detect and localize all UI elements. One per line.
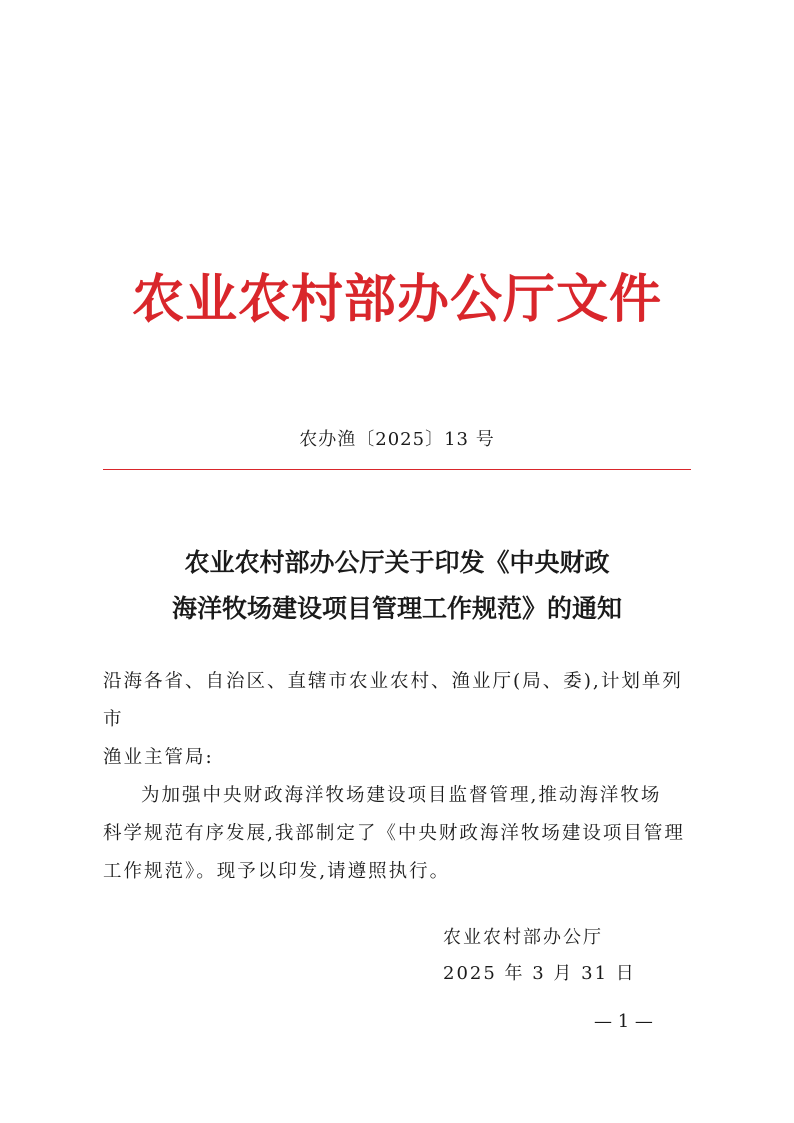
signature-date: 2025 年 3 月 31 日	[443, 963, 636, 984]
document-number: 农办渔〔2025〕13 号	[299, 429, 495, 450]
addressee-line: 沿海各省、自治区、直辖市农业农村、渔业厅(局、委),计划单列市	[103, 671, 683, 730]
body-paragraph-line: 工作规范》。现予以印发,请遵照执行。	[103, 861, 451, 882]
page-number: — 1 —	[594, 1011, 653, 1032]
signature-organization: 农业农村部办公厅	[443, 927, 603, 948]
notice-title	[0, 540, 794, 632]
red-divider-line	[103, 469, 691, 470]
notice-title-line: 海洋牧场建设项目管理工作规范》的通知	[171, 594, 622, 623]
signature-block	[443, 920, 636, 992]
document-header-title: 农业农村部办公厅文件	[131, 269, 662, 330]
notice-title-line: 农业农村部办公厅关于印发《中央财政	[184, 548, 610, 577]
body-paragraph-line: 为加强中央财政海洋牧场建设项目监督管理,推动海洋牧场	[141, 785, 662, 806]
addressee-line: 渔业主管局:	[103, 747, 214, 768]
notice-body	[103, 663, 691, 891]
body-paragraph-line: 科学规范有序发展,我部制定了《中央财政海洋牧场建设项目管理	[103, 823, 685, 844]
